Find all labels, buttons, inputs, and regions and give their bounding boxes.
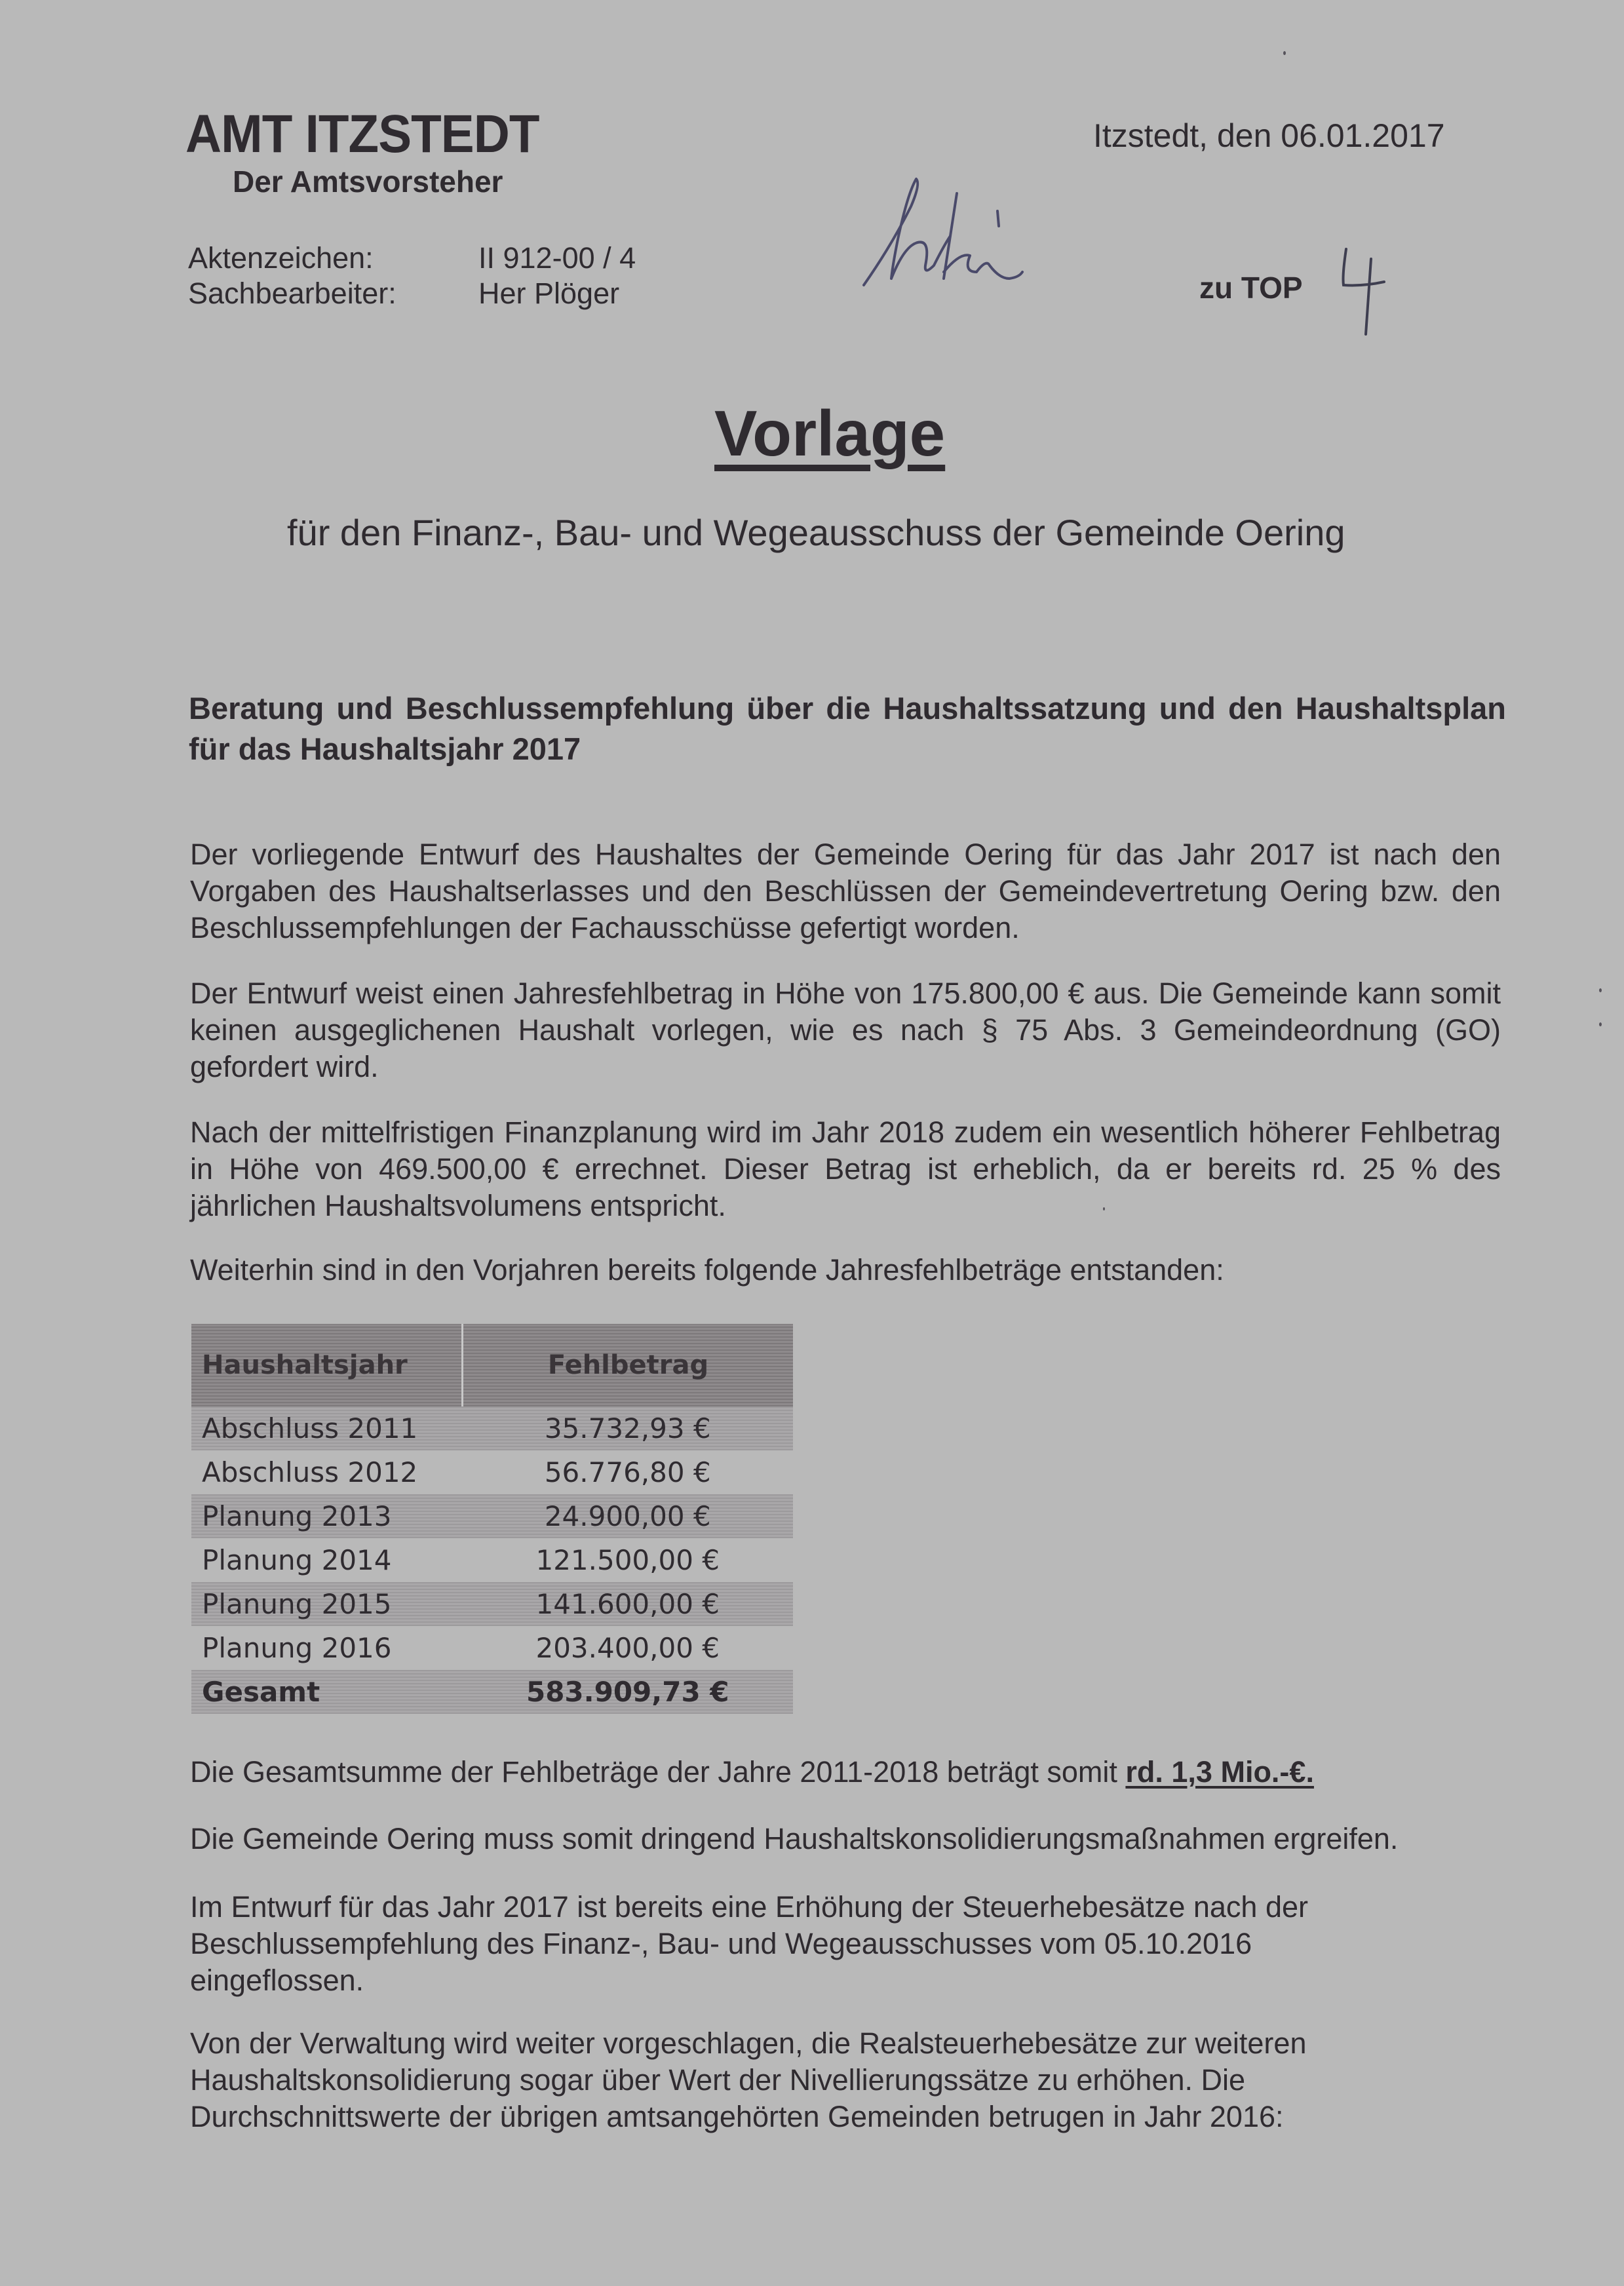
- row-amount: 35.732,93 €: [463, 1406, 794, 1450]
- total-deficit-text: Die Gesamtsumme der Fehlbeträge der Jahre 2011-2018 beträgt somit: [190, 1755, 1126, 1789]
- document-title: Vorlage: [714, 397, 946, 469]
- paragraph-previous-deficits: Weiterhin sind in den Vorjahren bereits folgende Jahresfehlbeträge entstanden:: [190, 1253, 1224, 1287]
- case-officer-label: Sachbearbeiter:: [188, 277, 396, 310]
- table-header-row: [191, 1324, 793, 1406]
- row-amount: 141.600,00 €: [463, 1582, 794, 1626]
- scan-speck: [1283, 51, 1286, 55]
- row-year: Abschluss 2012: [202, 1456, 418, 1488]
- paragraph-total-deficit: [190, 1754, 1501, 1791]
- agenda-item-number-handwritten: [1337, 246, 1389, 338]
- total-label: Gesamt: [191, 1670, 463, 1714]
- table-total-row: [191, 1670, 793, 1714]
- deficit-table: [191, 1324, 793, 1714]
- scan-speck: [1599, 988, 1602, 992]
- row-amount: 203.400,00 €: [535, 1632, 720, 1664]
- paragraph-intro: Der vorliegende Entwurf des Haushaltes der Gemeinde Oering für das Jahr 2017 ist nach den Vorgaben des Haushaltserlasses und den Beschlüssen der Gemeindevertretung Oering bzw. den Beschlussempfehlungen der Fachausschüsse gefertigt worden.: [190, 838, 1501, 944]
- table-row: [191, 1450, 793, 1494]
- total-deficit-emphasis: rd. 1,3 Mio.-€.: [1125, 1755, 1314, 1789]
- department-name: Der Amtsvorsteher: [233, 165, 503, 199]
- row-amount: 56.776,80 €: [544, 1456, 711, 1488]
- case-officer-value: Her Plöger: [478, 277, 620, 310]
- handwritten-four-icon: [1337, 246, 1389, 338]
- file-reference-value: II 912-00 / 4: [478, 241, 636, 275]
- agenda-item-label: zu TOP: [1199, 271, 1303, 305]
- row-year: Planung 2016: [202, 1632, 392, 1664]
- paragraph-deficit-2018: Nach der mittelfristigen Finanzplanung wird im Jahr 2018 zudem ein wesentlich höherer Fehlbetrag in Höhe von 469.500,00 € errechnet. Dieser Betrag ist erheblich, da er bereits rd. 25 % des jährlichen Haushaltsvolumens entspricht.: [190, 1115, 1501, 1222]
- paragraph-deficit-2017: Der Entwurf weist einen Jahresfehlbetrag in Höhe von 175.800,00 € aus. Die Gemeinde kann somit keinen ausgeglichenen Haushalt vorlegen, wie es nach § 75 Abs. 3 Gemeindeordnung (GO) gefordert wird.: [190, 977, 1501, 1083]
- document-subtitle: für den Finanz-, Bau- und Wegeausschuss der Gemeinde Oering: [287, 512, 1345, 553]
- row-year: Abschluss 2011: [191, 1406, 463, 1450]
- file-reference-label: Aktenzeichen:: [188, 241, 374, 275]
- place-date: Itzstedt, den 06.01.2017: [1093, 117, 1445, 154]
- column-header-amount: Fehlbetrag: [463, 1324, 794, 1406]
- row-year: Planung 2013: [191, 1494, 463, 1538]
- row-amount: 24.900,00 €: [463, 1494, 794, 1538]
- total-amount: 583.909,73 €: [463, 1670, 794, 1714]
- table-row: [191, 1494, 793, 1538]
- table-row: [191, 1406, 793, 1450]
- column-header-year: Haushaltsjahr: [191, 1324, 463, 1406]
- table-row: [191, 1538, 793, 1582]
- signature-scribble-icon: [852, 167, 1127, 298]
- table-row: [191, 1626, 793, 1670]
- paragraph-administration-proposal: Von der Verwaltung wird weiter vorgeschlagen, die Realsteuerhebesätze zur weiteren Haushaltskonsolidierung sogar über Wert der Nivellierungssätze zu erhöhen. Die Durchschnittswerte der übrigen amtsangehörten Gemeinden betrugen in Jahr 2016:: [190, 2026, 1307, 2133]
- row-amount: 121.500,00 €: [535, 1544, 720, 1576]
- table-row: [191, 1582, 793, 1626]
- paragraph-consolidation: Die Gemeinde Oering muss somit dringend Haushaltskonsolidierungsmaßnahmen ergreifen.: [190, 1822, 1399, 1855]
- row-year: Planung 2015: [191, 1582, 463, 1626]
- organization-name: AMT ITZSTEDT: [185, 104, 539, 164]
- row-year: Planung 2014: [202, 1544, 392, 1576]
- scan-speck: [1599, 1022, 1602, 1026]
- paragraph-tax-increase: Im Entwurf für das Jahr 2017 ist bereits eine Erhöhung der Steuerhebesätze nach der Beschlussempfehlung des Finanz-, Bau- und Wegeausschusses vom 05.10.2016 eingeflossen.: [190, 1890, 1309, 1997]
- handwritten-signature: [852, 167, 1127, 298]
- subject-heading: Beratung und Beschlussempfehlung über die Haushaltssatzung und den Haushaltsplan für das Haushaltsjahr 2017: [189, 691, 1506, 766]
- scan-speck: [1103, 1207, 1105, 1211]
